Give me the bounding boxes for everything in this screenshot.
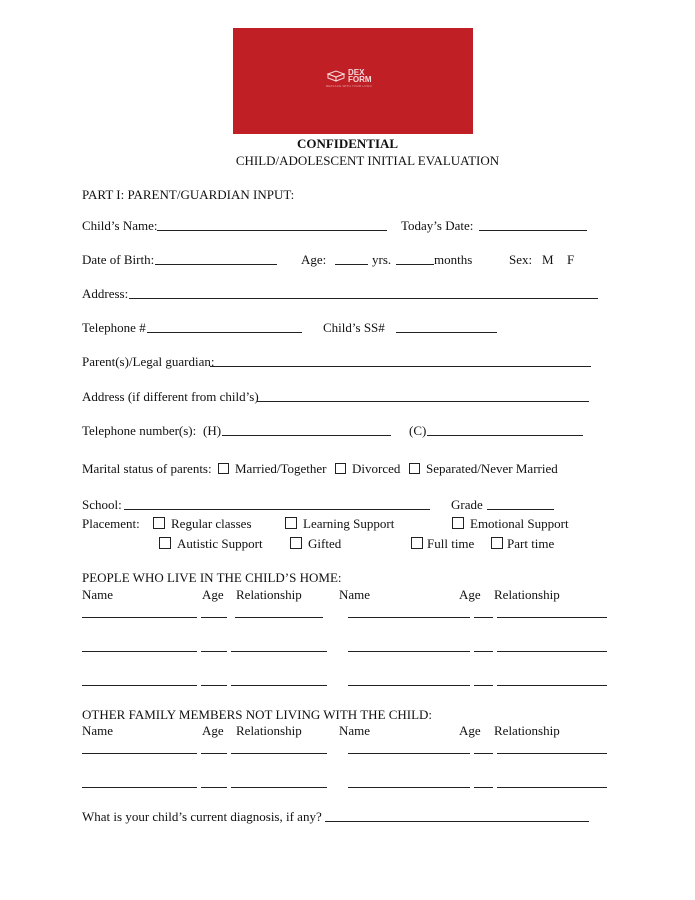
other-family-relationship-field[interactable]: [497, 787, 607, 788]
placement-regular-label: Regular classes: [171, 516, 252, 531]
other-family-age-field[interactable]: [201, 753, 227, 754]
box-icon: [326, 70, 346, 82]
household-relationship-field[interactable]: [497, 617, 607, 618]
other-family-col-age-1: Age: [202, 723, 224, 738]
other-family-col-name-1: Name: [82, 723, 114, 738]
diagnosis-field[interactable]: [325, 810, 589, 822]
other-family-name-field[interactable]: [348, 753, 470, 754]
dob-field[interactable]: [155, 253, 277, 265]
checkbox-icon[interactable]: [409, 463, 420, 474]
household-name-field[interactable]: [82, 617, 197, 618]
address-if-different-label: Address (if different from child’s): [82, 389, 259, 404]
telephone-home-field[interactable]: [222, 424, 391, 436]
marital-married-option[interactable]: [218, 461, 327, 477]
other-family-age-field[interactable]: [474, 787, 493, 788]
dob-label: Date of Birth:: [82, 252, 155, 267]
marital-divorced-option[interactable]: [335, 461, 400, 477]
household-col-name-2: Name: [339, 587, 371, 602]
checkbox-icon[interactable]: [218, 463, 229, 474]
placement-gifted-label: Gifted: [308, 536, 342, 551]
page-title: CHILD/ADOLESCENT INITIAL EVALUATION: [235, 153, 500, 168]
grade-label: Grade: [451, 497, 483, 512]
checkbox-icon[interactable]: [452, 517, 464, 529]
part1-heading: PART I: PARENT/GUARDIAN INPUT:: [82, 187, 295, 202]
other-family-col-relationship-2: Relationship: [494, 723, 560, 738]
diagnosis-label: What is your child’s current diagnosis, if any?: [82, 809, 322, 824]
address-label: Address:: [82, 286, 129, 301]
telephone-cell-label: (C): [409, 423, 427, 438]
age-months-field[interactable]: [396, 253, 434, 265]
household-relationship-field[interactable]: [497, 651, 607, 652]
other-family-relationship-field[interactable]: [231, 753, 327, 754]
placement-gifted-option[interactable]: [290, 536, 341, 552]
address-field[interactable]: [129, 287, 598, 299]
telephone-label: Telephone #: [82, 320, 146, 335]
other-family-age-field[interactable]: [201, 787, 227, 788]
other-family-age-field[interactable]: [474, 753, 493, 754]
parent-guardian-field[interactable]: [210, 355, 591, 367]
other-family-relationship-field[interactable]: [231, 787, 327, 788]
childs-ss-label: Child’s SS#: [323, 320, 385, 335]
logo-tagline: REPLACE WITH YOUR LOGO: [326, 84, 372, 88]
household-name-field[interactable]: [348, 685, 470, 686]
placement-autistic-option[interactable]: [159, 536, 263, 552]
household-relationship-field[interactable]: [497, 685, 607, 686]
logo-wordmark: [348, 69, 372, 83]
parent-guardian-label: Parent(s)/Legal guardian:: [82, 354, 215, 369]
school-label: School:: [82, 497, 122, 512]
household-col-relationship-1: Relationship: [236, 587, 302, 602]
household-age-field[interactable]: [201, 651, 227, 652]
address-if-different-field[interactable]: [257, 390, 589, 402]
other-family-name-field[interactable]: [348, 787, 470, 788]
placement-fulltime-option[interactable]: [411, 536, 474, 552]
household-age-field[interactable]: [201, 617, 227, 618]
placement-emotional-label: Emotional Support: [470, 516, 569, 531]
marital-married-label: Married/Together: [235, 461, 327, 476]
sex-option-m[interactable]: M: [542, 252, 554, 267]
other-family-relationship-field[interactable]: [497, 753, 607, 754]
household-heading: PEOPLE WHO LIVE IN THE CHILD’S HOME:: [82, 570, 342, 585]
placement-parttime-option[interactable]: [491, 536, 554, 552]
checkbox-icon[interactable]: [335, 463, 346, 474]
logo-line1: DEX: [348, 68, 365, 77]
household-age-field[interactable]: [201, 685, 227, 686]
other-family-name-field[interactable]: [82, 787, 197, 788]
placement-emotional-option[interactable]: [452, 516, 569, 532]
placement-fulltime-label: Full time: [427, 536, 475, 551]
placement-label: Placement:: [82, 516, 140, 531]
telephone-field[interactable]: [147, 321, 302, 333]
household-col-relationship-2: Relationship: [494, 587, 560, 602]
logo-line2: FORM: [348, 75, 372, 84]
household-relationship-field[interactable]: [235, 617, 323, 618]
household-name-field[interactable]: [82, 685, 197, 686]
household-age-field[interactable]: [474, 617, 493, 618]
sex-label: Sex:: [509, 252, 533, 267]
household-name-field[interactable]: [348, 651, 470, 652]
checkbox-icon[interactable]: [491, 537, 503, 549]
age-years-suffix: yrs.: [372, 252, 392, 267]
todays-date-field[interactable]: [479, 219, 587, 231]
other-family-heading: OTHER FAMILY MEMBERS NOT LIVING WITH THE CHILD:: [82, 707, 433, 722]
other-family-name-field[interactable]: [82, 753, 197, 754]
placement-regular-option[interactable]: [153, 516, 252, 532]
other-family-col-name-2: Name: [339, 723, 371, 738]
grade-field[interactable]: [487, 498, 554, 510]
household-age-field[interactable]: [474, 651, 493, 652]
childs-name-field[interactable]: [157, 219, 387, 231]
checkbox-icon[interactable]: [290, 537, 302, 549]
school-field[interactable]: [124, 498, 430, 510]
checkbox-icon[interactable]: [153, 517, 165, 529]
todays-date-label: Today’s Date:: [401, 218, 474, 233]
household-name-field[interactable]: [348, 617, 470, 618]
placement-autistic-label: Autistic Support: [177, 536, 263, 551]
household-col-age-2: Age: [459, 587, 481, 602]
household-age-field[interactable]: [474, 685, 493, 686]
household-name-field[interactable]: [82, 651, 197, 652]
checkbox-icon[interactable]: [285, 517, 297, 529]
telephone-home-label: (H): [203, 423, 222, 438]
other-family-col-age-2: Age: [459, 723, 481, 738]
checkbox-icon[interactable]: [159, 537, 171, 549]
marital-separated-label: Separated/Never Married: [426, 461, 558, 476]
marital-separated-option[interactable]: [409, 461, 558, 477]
age-years-field[interactable]: [335, 253, 368, 265]
sex-option-f[interactable]: F: [567, 252, 575, 267]
childs-ss-field[interactable]: [396, 321, 497, 333]
age-months-suffix: months: [434, 252, 473, 267]
other-family-col-relationship-1: Relationship: [236, 723, 302, 738]
checkbox-icon[interactable]: [411, 537, 423, 549]
marital-status-label: Marital status of parents:: [82, 461, 212, 476]
household-relationship-field[interactable]: [231, 685, 327, 686]
confidential-label: CONFIDENTIAL: [296, 136, 399, 151]
placement-learning-option[interactable]: [285, 516, 394, 532]
telephone-numbers-label: Telephone number(s):: [82, 423, 197, 438]
age-label: Age:: [301, 252, 327, 267]
telephone-cell-field[interactable]: [427, 424, 583, 436]
marital-divorced-label: Divorced: [352, 461, 401, 476]
placement-parttime-label: Part time: [507, 536, 555, 551]
logo-banner: [233, 28, 473, 134]
placement-learning-label: Learning Support: [303, 516, 395, 531]
household-relationship-field[interactable]: [231, 651, 327, 652]
household-col-age-1: Age: [202, 587, 224, 602]
dexform-logo: [326, 68, 388, 90]
household-col-name-1: Name: [82, 587, 114, 602]
childs-name-label: Child’s Name:: [82, 218, 158, 233]
